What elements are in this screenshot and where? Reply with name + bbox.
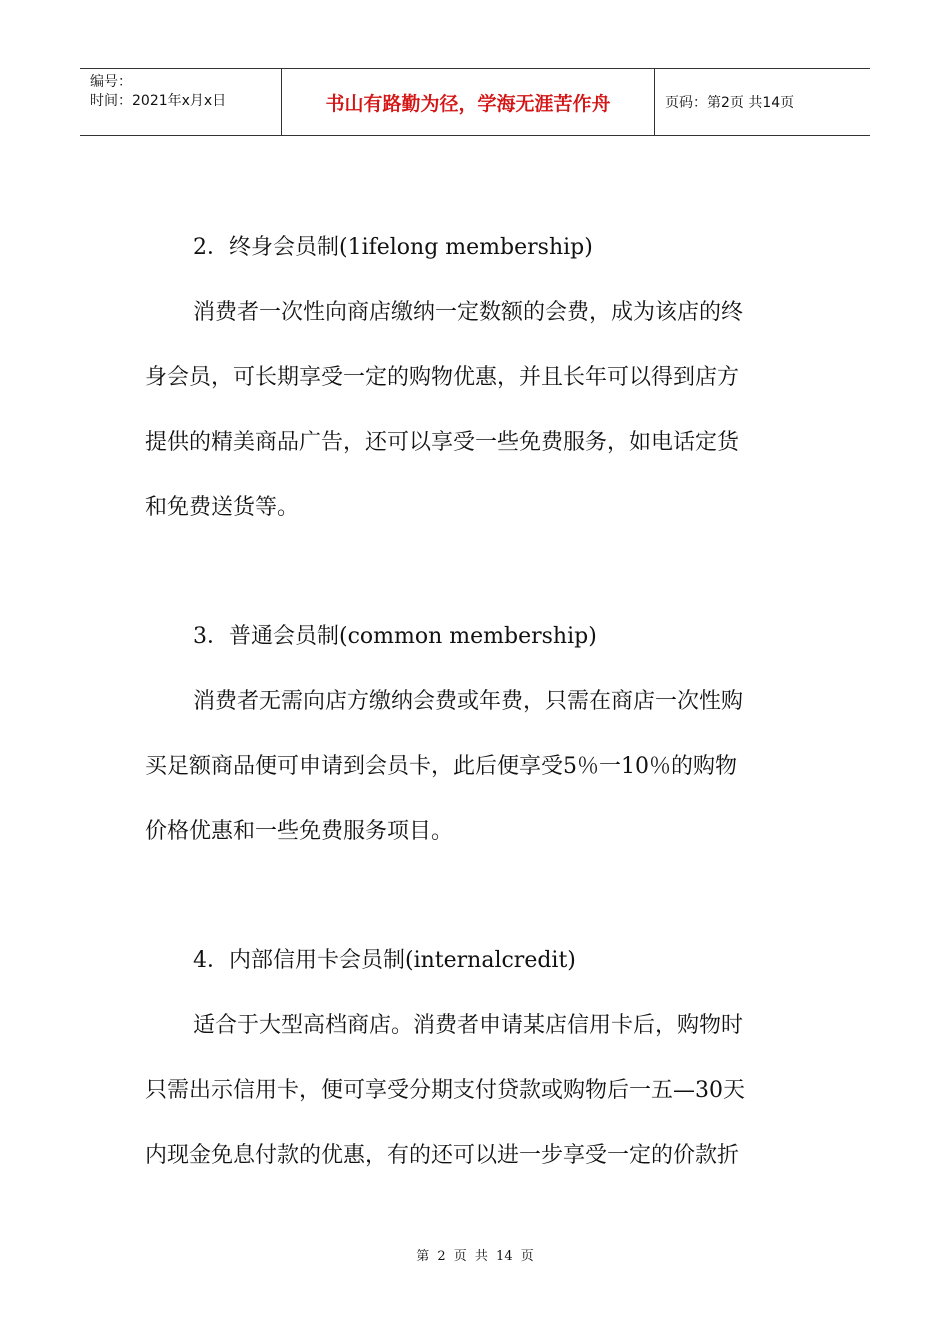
section-gap	[145, 547, 810, 611]
paragraph-line: 只需出示信用卡，便可享受分期支付贷款或购物后一五—30天	[145, 1078, 745, 1103]
paragraph-line: 买足额商品便可申请到会员卡，此后便享受5％一10％的购物	[145, 754, 737, 779]
section-internal-credit	[145, 935, 810, 1195]
header-page-info: 页码：第2页 共14页	[665, 95, 795, 111]
paragraph-line: 和免费送货等。	[145, 495, 300, 520]
time-label: 时间：2021年x月x日	[90, 93, 227, 109]
page-header	[80, 68, 870, 136]
paragraph-line: 消费者无需向店方缴纳会费或年费，只需在商店一次性购	[193, 689, 744, 714]
page-footer: 第 2 页 共 14 页	[416, 1249, 534, 1264]
paragraph-line: 身会员，可长期享受一定的购物优惠，并且长年可以得到店方	[145, 365, 740, 390]
section-lifelong	[145, 222, 810, 547]
section-heading: 2．终身会员制(1ifelong membership)	[193, 235, 593, 260]
header-motto: 书山有路勤为径，学海无涯苦作舟	[282, 69, 655, 135]
number-label: 编号：	[90, 74, 132, 90]
section-heading: 3．普通会员制(common membership)	[193, 624, 597, 649]
paragraph-line: 内现金免息付款的优惠，有的还可以进一步享受一定的价款折	[145, 1143, 740, 1168]
paragraph-line: 价格优惠和一些免费服务项目。	[145, 819, 454, 844]
section-gap	[145, 871, 810, 935]
paragraph-line: 消费者一次性向商店缴纳一定数额的会费，成为该店的终	[193, 300, 744, 325]
document-body	[145, 222, 810, 1195]
paragraph-line: 提供的精美商品广告，还可以享受一些免费服务，如电话定货	[145, 430, 740, 455]
section-common	[145, 611, 810, 871]
paragraph-line: 适合于大型高档商店。消费者申请某店信用卡后，购物时	[193, 1013, 744, 1038]
header-meta	[80, 69, 282, 135]
section-heading: 4．内部信用卡会员制(internalcredit)	[193, 948, 576, 973]
